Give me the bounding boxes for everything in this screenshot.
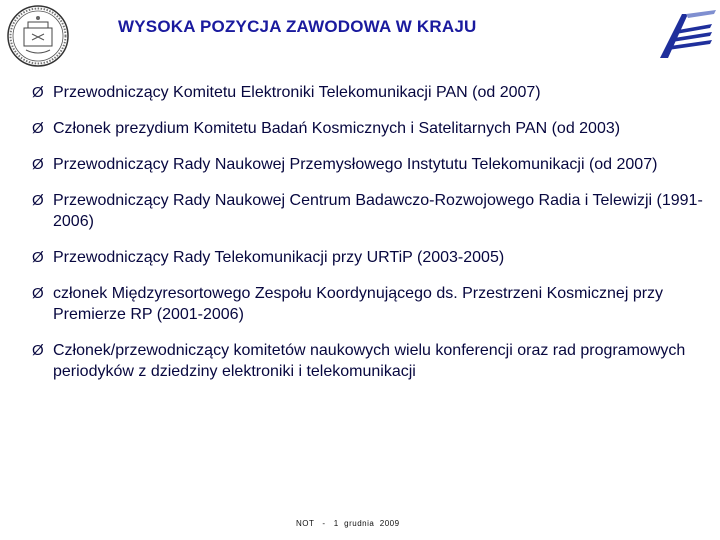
list-item-text: Członek prezydium Komitetu Badań Kosmicznych i Satelitarnych PAN (od 2003) [53, 120, 621, 137]
list-item [32, 283, 712, 325]
list-item [32, 118, 712, 139]
page-title: WYSOKA POZYCJA ZAWODOWA W KRAJU [118, 17, 477, 36]
list-item-text: Członek/przewodniczący komitetów naukowych wielu konferencji oraz rad programowych periodyków z dziedziny elektroniki i telekomunikacji [53, 342, 686, 380]
arrow-bullet-icon: Ø [32, 120, 44, 137]
company-logo [652, 10, 716, 60]
arrow-bullet-icon: Ø [32, 84, 44, 101]
university-seal-logo [6, 4, 70, 68]
list-item [32, 82, 712, 103]
list-item-text: Przewodniczący Rady Telekomunikacji przy URTiP (2003-2005) [53, 249, 505, 266]
footer-text: NOT - 1 grudnia 2009 [296, 519, 400, 528]
list-item-text: Przewodniczący Komitetu Elektroniki Telekomunikacji PAN (od 2007) [53, 84, 541, 101]
list-item-text: Przewodniczący Rady Naukowej Centrum Badawczo-Rozwojowego Radia i Telewizji (1991-2006) [53, 192, 703, 230]
bullet-list [32, 82, 712, 397]
arrow-bullet-icon: Ø [32, 249, 44, 266]
list-item-text: członek Międzyresortowego Zespołu Koordynującego ds. Przestrzeni Kosmicznej przy Premierze RP (2001-2006) [53, 285, 664, 323]
list-item [32, 190, 712, 232]
list-item [32, 247, 712, 268]
arrow-bullet-icon: Ø [32, 192, 44, 209]
arrow-bullet-icon: Ø [32, 342, 44, 359]
list-item [32, 154, 712, 175]
list-item [32, 340, 712, 382]
arrow-bullet-icon: Ø [32, 285, 44, 302]
list-item-text: Przewodniczący Rady Naukowej Przemysłowego Instytutu Telekomunikacji (od 2007) [53, 156, 658, 173]
arrow-bullet-icon: Ø [32, 156, 44, 173]
